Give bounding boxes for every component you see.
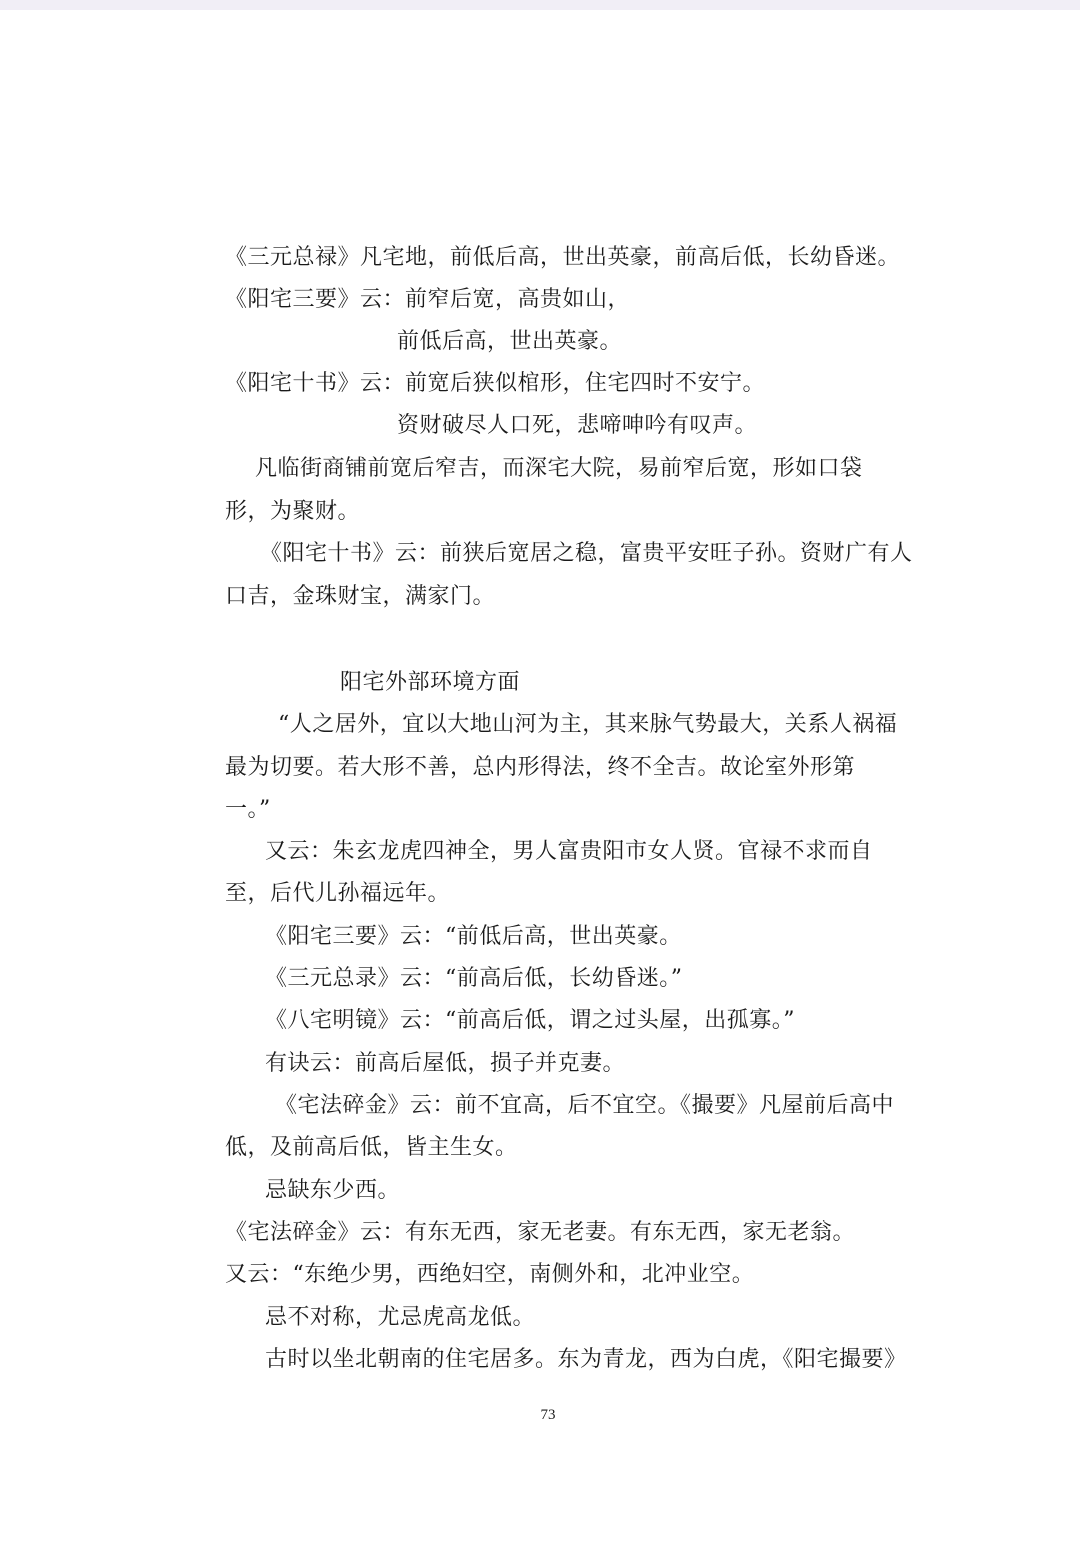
text-line: 古时以坐北朝南的住宅居多。东为青龙，西为白虎，《阳宅撮要》 xyxy=(265,1347,907,1372)
text-line: 口吉，金珠财宝，满家门。 xyxy=(225,584,496,609)
text-line: 《三元总录》云：“前高后低，长幼昏迷。” xyxy=(265,966,683,991)
text-line: 《宅法碎金》云：有东无西，家无老妻。有东无西，家无老翁。 xyxy=(225,1220,856,1245)
text-line: 凡临街商铺前宽后窄吉，而深宅大院，易前窄后宽，形如口袋 xyxy=(255,456,863,481)
text-line: 资财破尽人口死，悲啼呻吟有叹声。 xyxy=(397,413,758,438)
text-line: 低，及前高后低，皆主生女。 xyxy=(225,1135,518,1160)
text-line: 又云：“东绝少男，西绝妇空，南侧外和，北冲业空。 xyxy=(225,1262,755,1287)
text-line: 又云：朱玄龙虎四神全，男人富贵阳市女人贤。官禄不求而自 xyxy=(265,839,873,864)
text-line: 前低后高，世出英豪。 xyxy=(397,329,623,354)
text-line: 有诀云：前高后屋低，损子并克妻。 xyxy=(265,1051,626,1076)
text-line: 忌不对称，尤忌虎高龙低。 xyxy=(265,1305,536,1330)
text-line: 一。” xyxy=(225,797,271,822)
text-line: 至，后代儿孙福远年。 xyxy=(225,881,451,906)
text-line: 形，为聚财。 xyxy=(225,499,361,524)
section-heading: 阳宅外部环境方面 xyxy=(340,670,521,695)
text-line: 《阳宅十书》云：前宽后狭似棺形，住宅四时不安宁。 xyxy=(225,371,766,396)
text-line: 《阳宅十书》云：前狭后宽居之稳，富贵平安旺子孙。资财广有人 xyxy=(260,541,913,566)
text-line: 《宅法碎金》云：前不宜高，后不宜空。《撮要》凡屋前后高中 xyxy=(275,1093,895,1118)
top-edge-strip xyxy=(0,0,1080,10)
text-line: 忌缺东少西。 xyxy=(265,1178,401,1203)
page-number: 73 xyxy=(540,1407,556,1423)
text-line: “人之居外，宜以大地山河为主，其来脉气势最大，关系人祸福 xyxy=(278,712,898,737)
text-line: 《阳宅三要》云：“前低后高，世出英豪。 xyxy=(265,924,682,949)
text-line: 《三元总禄》凡宅地，前低后高，世出英豪，前高后低，长幼昏迷。 xyxy=(225,245,901,270)
text-line: 《阳宅三要》云：前窄后宽，高贵如山， xyxy=(225,287,631,312)
text-line: 《八宅明镜》云：“前高后低，谓之过头屋，出孤寡。” xyxy=(265,1008,795,1033)
text-line: 最为切要。若大形不善，总内形得法，终不全吉。故论室外形第 xyxy=(225,755,856,780)
